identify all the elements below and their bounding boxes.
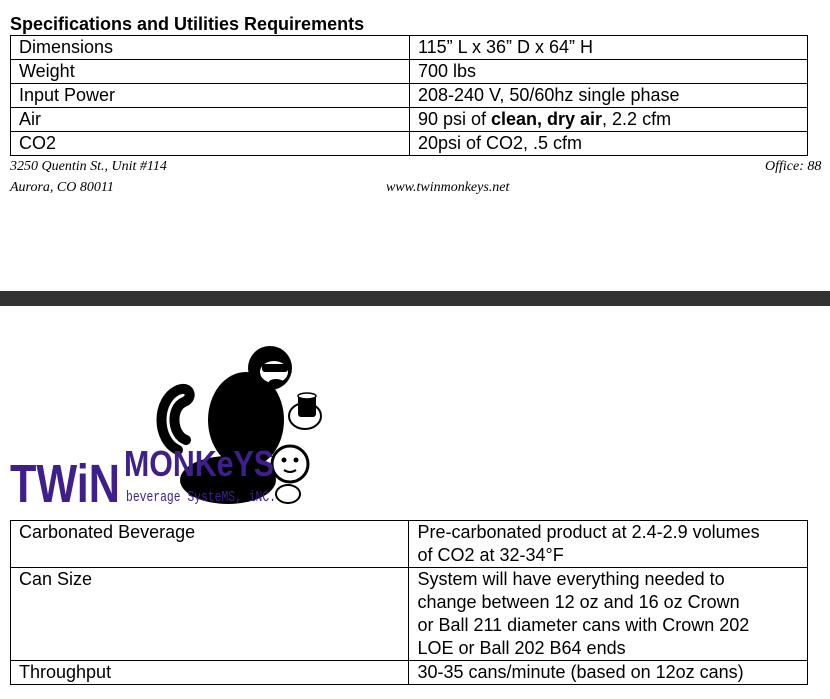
product-value-line: or Ball 211 diameter cans with Crown 202 <box>417 615 750 635</box>
spec-value: 20psi of CO2, .5 cfm <box>409 132 807 156</box>
table-row <box>11 661 808 685</box>
spec-label: Dimensions <box>11 36 410 60</box>
air-value-bold: clean, dry air <box>490 109 603 129</box>
spec-value <box>409 108 807 132</box>
product-value-line: LOE or Ball 202 B64 ends <box>417 638 626 658</box>
product-value <box>409 661 808 685</box>
page-separator-band <box>0 291 830 306</box>
table-row <box>11 36 808 60</box>
logo-word-twin: TWiN <box>10 454 120 510</box>
logo-word-monkeys: MONKeYS <box>124 443 274 484</box>
logo-tagline: beverage SysteMS, iNC. <box>126 489 276 506</box>
product-table <box>10 520 808 685</box>
twinmonkeys-logo <box>8 340 338 510</box>
product-value-line: System will have everything needed to <box>417 569 725 589</box>
air-value-suffix: , 2.2 cfm <box>602 109 672 129</box>
spec-value: 700 lbs <box>409 60 807 84</box>
spec-label: CO2 <box>11 132 410 156</box>
product-label: Can Size <box>11 568 409 661</box>
spec-value: 115” L x 36” D x 64” H <box>409 36 807 60</box>
footer-address-line1: 3250 Quentin St., Unit #114 <box>10 159 167 174</box>
spec-label: Air <box>11 108 410 132</box>
product-value-line: change between 12 oz and 16 oz Crown <box>417 592 740 612</box>
spec-label: Weight <box>11 60 410 84</box>
footer-address-line2: Aurora, CO 80011 <box>10 180 114 195</box>
table-row <box>11 60 808 84</box>
table-row <box>11 132 808 156</box>
product-value-line: 30-35 cans/minute (based on 12oz cans) <box>417 662 744 682</box>
footer-website: www.twinmonkeys.net <box>386 180 510 195</box>
product-value <box>409 568 808 661</box>
table-row <box>11 84 808 108</box>
spec-table <box>10 35 808 156</box>
table-row <box>11 521 808 568</box>
product-value-line: of CO2 at 32-34°F <box>417 545 564 565</box>
product-label: Carbonated Beverage <box>11 521 409 568</box>
product-value <box>409 521 808 568</box>
product-value-line: Pre-carbonated product at 2.4-2.9 volumes <box>417 522 760 542</box>
spec-value: 208-240 V, 50/60hz single phase <box>409 84 807 108</box>
table-row <box>11 108 808 132</box>
air-value-prefix: 90 psi of <box>417 109 491 129</box>
product-label: Throughput <box>11 661 409 685</box>
spec-label: Input Power <box>11 84 410 108</box>
section-heading: Specifications and Utilities Requirements <box>10 14 365 34</box>
footer-office: Office: 88 <box>765 159 822 174</box>
table-row <box>11 568 808 661</box>
